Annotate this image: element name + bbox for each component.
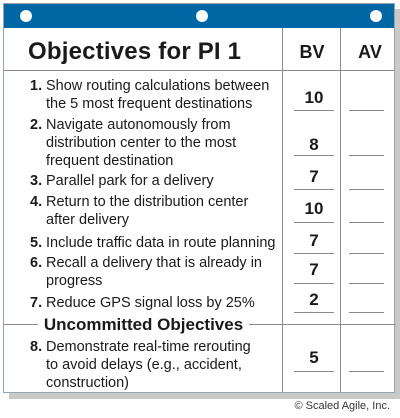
uncommitted-label: Uncommitted Objectives (38, 315, 249, 334)
av-blank-line (349, 371, 384, 372)
objective-text: Show routing calculations between the 5 most frequent destinations (46, 78, 270, 112)
bv-value: 7 (309, 231, 319, 250)
objective-number: 3. (30, 173, 43, 189)
objective-row (30, 172, 290, 190)
objective-row (30, 338, 290, 392)
objective-number: 7. (30, 295, 43, 311)
av-blank-line (349, 155, 384, 156)
av-column-header: AV (358, 42, 382, 62)
uncommitted-divider-right (283, 324, 396, 325)
objective-row (30, 116, 290, 170)
objective-text: Return to the distribution center after delivery (46, 194, 249, 228)
bv-value: 8 (309, 135, 319, 154)
av-blank-line (349, 110, 384, 111)
bv-underline (294, 312, 334, 313)
objective-number: 4. (30, 194, 43, 210)
objective-row (30, 77, 290, 113)
objective-text: Parallel park for a delivery (46, 173, 214, 189)
objective-number: 6. (30, 255, 43, 271)
bv-underline (294, 253, 334, 254)
objective-row (30, 193, 290, 229)
bv-underline (294, 110, 334, 111)
bv-column-header: BV (299, 42, 325, 62)
objective-number: 8. (30, 339, 43, 355)
binder-bar (4, 4, 394, 28)
bv-value: 5 (309, 348, 319, 367)
av-blank-line (349, 312, 384, 313)
objective-number: 5. (30, 235, 43, 251)
column-divider-av (340, 28, 341, 392)
bv-value: 2 (309, 290, 319, 309)
objective-row (30, 234, 290, 252)
binder-hole-icon (20, 10, 32, 22)
bv-underline (294, 189, 334, 190)
objectives-card (3, 3, 395, 393)
bv-underline (294, 222, 334, 223)
bv-value: 7 (309, 167, 319, 186)
bv-value: 10 (304, 88, 324, 107)
av-blank-line (349, 189, 384, 190)
bv-value: 10 (304, 199, 324, 218)
objective-text: Recall a delivery that is already in progress (46, 255, 262, 289)
objective-number: 1. (30, 78, 43, 94)
bv-underline (294, 155, 334, 156)
av-blank-line (349, 253, 384, 254)
objective-text: Demonstrate real-time rerouting to avoid delays (e.g., accident, construction) (46, 339, 251, 391)
copyright-text: © Scaled Agile, Inc. (294, 400, 390, 412)
page-title: Objectives for PI 1 (28, 38, 242, 65)
bv-underline (294, 283, 334, 284)
bv-value: 7 (309, 260, 319, 279)
binder-hole-icon (196, 10, 208, 22)
objective-number: 2. (30, 117, 43, 133)
objective-row (30, 294, 290, 312)
header-divider (4, 70, 394, 71)
uncommitted-objectives-heading (4, 315, 283, 333)
binder-hole-icon (370, 10, 382, 22)
av-blank-line (349, 283, 384, 284)
objective-text: Include traffic data in route planning (46, 235, 276, 251)
objective-text: Navigate autonomously from distribution center to the most frequent destination (46, 117, 237, 169)
av-blank-line (349, 222, 384, 223)
bv-underline (294, 371, 334, 372)
objective-text: Reduce GPS signal loss by 25% (46, 295, 255, 311)
objective-row (30, 254, 290, 290)
